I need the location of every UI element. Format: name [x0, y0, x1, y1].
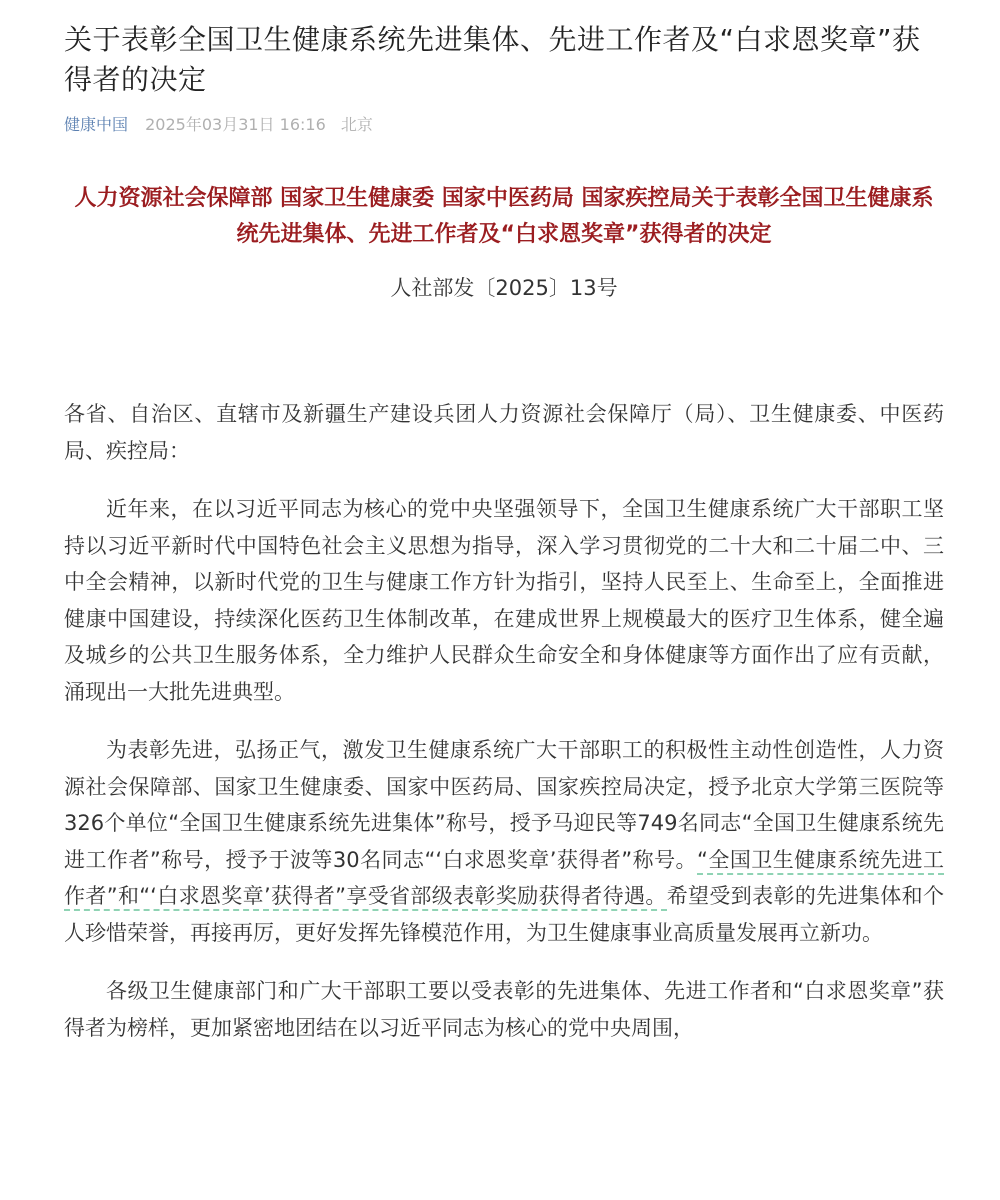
paragraph-2-text: 为表彰先进，弘扬正气，激发卫生健康系统广大干部职工的积极性主动性创造性，人力资源社会保障部、国家卫生健康委、国家中医药局、国家疾控局决定，授予北京大学第三医院等326个单位“全国卫生健康系统先进集体”称号，授予马迎民等749名同志“全国卫生健康系统先进工作者”称号，授予于波等30名同志“‘白求恩奖章’获得者”称号。 — [64, 738, 944, 872]
article-meta — [64, 113, 944, 137]
paragraph-2-closing: 希望受到表彰的先进集体和个人珍惜荣誉，再接再厉，更好发挥先锋模范作用，为卫生健康事业高质量发展再立新功。 — [64, 884, 944, 945]
salutation: 各省、自治区、直辖市及新疆生产建设兵团人力资源社会保障厅（局）、卫生健康委、中医药局、疾控局： — [64, 402, 944, 463]
highlighted-annotation[interactable]: “全国卫生健康系统先进工作者”和“‘白求恩奖章’获得者”享受省部级表彰奖励获得者待遇。 — [64, 848, 944, 912]
paragraph-3: 各级卫生健康部门和广大干部职工要以受表彰的先进集体、先进工作者和“白求恩奖章”获得者为榜样，更加紧密地团结在以习近平同志为核心的党中央周围， — [64, 979, 944, 1040]
article — [64, 0, 944, 1046]
publish-location: 北京 — [340, 115, 373, 134]
document-heading: 人力资源社会保障部 国家卫生健康委 国家中医药局 国家疾控局关于表彰全国卫生健康系统先进集体、先进工作者及“白求恩奖章”获得者的决定 — [74, 186, 934, 247]
publish-time: 2025年03月31日 16:16 — [145, 115, 326, 134]
document-number: 人社部发〔2025〕13号 — [390, 276, 618, 300]
article-title: 关于表彰全国卫生健康系统先进集体、先进工作者及“白求恩奖章”获得者的决定 — [64, 23, 921, 96]
paragraph-2 — [64, 732, 944, 951]
paragraph-1: 近年来，在以习近平同志为核心的党中央坚强领导下，全国卫生健康系统广大干部职工坚持以习近平新时代中国特色社会主义思想为指导，深入学习贯彻党的二十大和二十届二中、三中全会精神，以新时代党的卫生与健康工作方针为指引，坚持人民至上、生命至上，全面推进健康中国建设，持续深化医药卫生体制改革，在建成世界上规模最大的医疗卫生体系，健全遍及城乡的公共卫生服务体系，全力维护人民群众生命安全和身体健康等方面作出了应有贡献，涌现出一大批先进典型。 — [64, 497, 944, 704]
source-link[interactable]: 健康中国 — [64, 115, 129, 134]
